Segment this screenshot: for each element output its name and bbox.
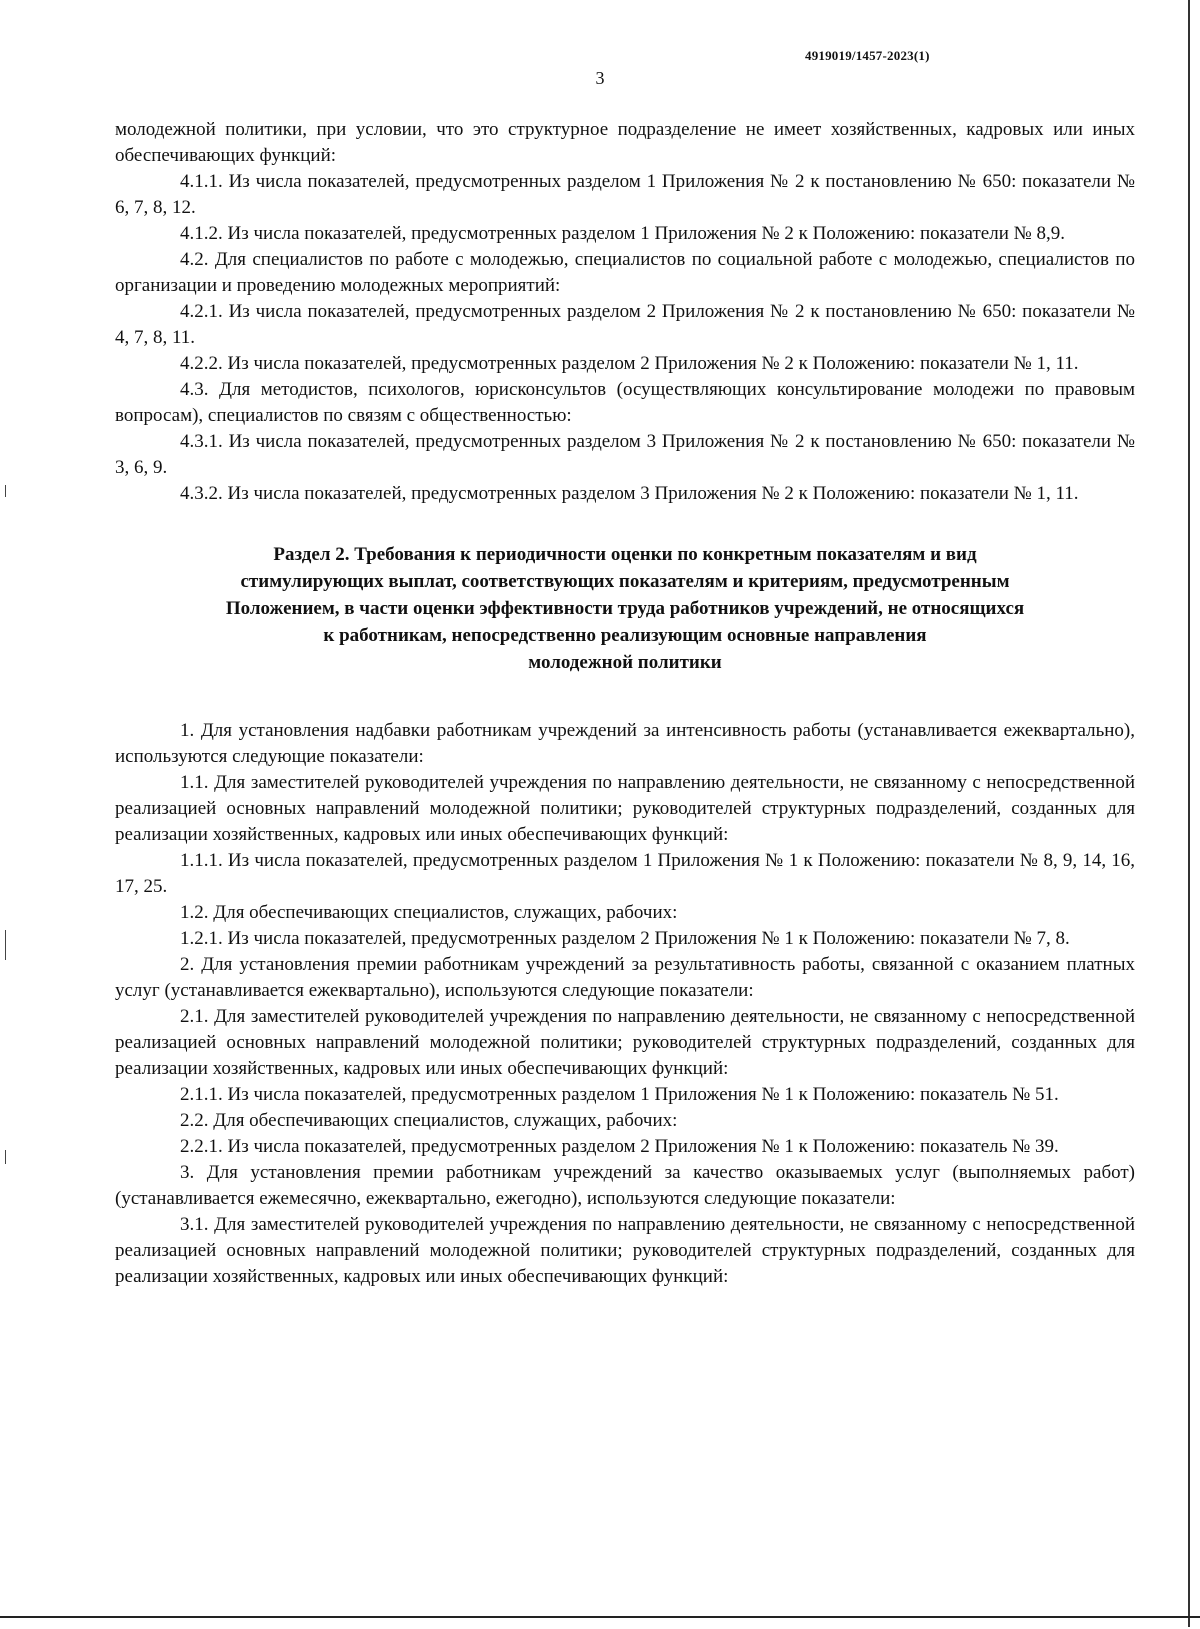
paragraph: 2. Для установления премии работникам учреждений за результативность работы, связанной с оказанием платных услуг (устанавливается ежеквартально), используются следующие показатели: <box>115 954 1135 1001</box>
paragraph: 2.2.1. Из числа показателей, предусмотренных разделом 2 Приложения № 1 к Положению: показатель № 39. <box>180 1136 1059 1157</box>
paragraph: 4.2. Для специалистов по работе с молодежью, специалистов по социальной работе с молодежью, специалистов по организации и проведению молодежных мероприятий: <box>115 249 1135 296</box>
paragraph: 4.1.2. Из числа показателей, предусмотренных разделом 1 Приложения № 2 к Положению: показатели № 8,9. <box>180 223 1065 244</box>
paragraph: молодежной политики, при условии, что это структурное подразделение не имеет хозяйственных, кадровых или иных обеспечивающих функций: <box>115 119 1135 166</box>
paragraph: 4.2.2. Из числа показателей, предусмотренных разделом 2 Приложения № 2 к Положению: показатели № 1, 11. <box>180 353 1079 374</box>
paragraph: 4.3.1. Из числа показателей, предусмотренных разделом 3 Приложения № 2 к постановлению № 650: показатели № 3, 6, 9. <box>115 431 1135 478</box>
paragraph: 1.2. Для обеспечивающих специалистов, служащих, рабочих: <box>180 902 678 923</box>
scan-right-border <box>1188 0 1190 1627</box>
section-heading-line: молодежной политики <box>528 652 722 673</box>
paragraph: 4.2.1. Из числа показателей, предусмотренных разделом 2 Приложения № 2 к постановлению № 650: показатели № 4, 7, 8, 11. <box>115 301 1135 348</box>
document-body <box>115 117 1135 1290</box>
paragraph: 2.2. Для обеспечивающих специалистов, служащих, рабочих: <box>180 1110 678 1131</box>
scan-margin-mark <box>5 485 6 497</box>
section-heading-line: стимулирующих выплат, соответствующих показателям и критериям, предусмотренным <box>240 571 1010 592</box>
document-id: 4919019/1457-2023(1) <box>805 48 930 63</box>
paragraph: 2.1. Для заместителей руководителей учреждения по направлению деятельности, не связанному с непосредственной реализацией основных направлений молодежной политики; руководителей структурных подразделений, созданных для реализации хозяйственных, кадровых или иных обеспечивающих функций: <box>115 1006 1135 1079</box>
section-heading <box>115 541 1135 676</box>
paragraph: 1.2.1. Из числа показателей, предусмотренных разделом 2 Приложения № 1 к Положению: показатели № 7, 8. <box>180 928 1070 949</box>
paragraph: 4.1.1. Из числа показателей, предусмотренных разделом 1 Приложения № 2 к постановлению № 650: показатели № 6, 7, 8, 12. <box>115 171 1135 218</box>
paragraph: 4.3.2. Из числа показателей, предусмотренных разделом 3 Приложения № 2 к Положению: показатели № 1, 11. <box>180 483 1079 504</box>
scan-margin-mark <box>5 930 6 960</box>
paragraph: 1.1. Для заместителей руководителей учреждения по направлению деятельности, не связанному с непосредственной реализацией основных направлений молодежной политики; руководителей структурных подразделений, созданных для реализации хозяйственных, кадровых или иных обеспечивающих функций: <box>115 772 1135 845</box>
paragraph: 2.1.1. Из числа показателей, предусмотренных разделом 1 Приложения № 1 к Положению: показатель № 51. <box>180 1084 1059 1105</box>
paragraph: 1. Для установления надбавки работникам учреждений за интенсивность работы (устанавливается ежеквартально), используются следующие показатели: <box>115 720 1135 767</box>
section-heading-line: Положением, в части оценки эффективности труда работников учреждений, не относящихся <box>225 598 1025 619</box>
paragraph: 4.3. Для методистов, психологов, юрисконсультов (осуществляющих консультирование молодежи по правовым вопросам), специалистов по связям с общественностью: <box>115 379 1135 426</box>
scan-bottom-border <box>0 1616 1200 1629</box>
paragraph: 1.1.1. Из числа показателей, предусмотренных разделом 1 Приложения № 1 к Положению: показатели № 8, 9, 14, 16, 17, 25. <box>115 850 1135 897</box>
section-heading-line: Раздел 2. Требования к периодичности оценки по конкретным показателям и вид <box>273 544 977 565</box>
section-heading-line: к работникам, непосредственно реализующим основные направления <box>323 625 927 646</box>
scan-margin-mark <box>5 1150 6 1164</box>
page-number: 3 <box>595 68 605 88</box>
paragraph: 3.1. Для заместителей руководителей учреждения по направлению деятельности, не связанному с непосредственной реализацией основных направлений молодежной политики; руководителей структурных подразделений, созданных для реализации хозяйственных, кадровых или иных обеспечивающих функций: <box>115 1214 1135 1287</box>
paragraph: 3. Для установления премии работникам учреждений за качество оказываемых услуг (выполняемых работ) (устанавливается ежемесячно, ежеквартально, ежегодно), используются следующие показатели: <box>115 1162 1135 1209</box>
